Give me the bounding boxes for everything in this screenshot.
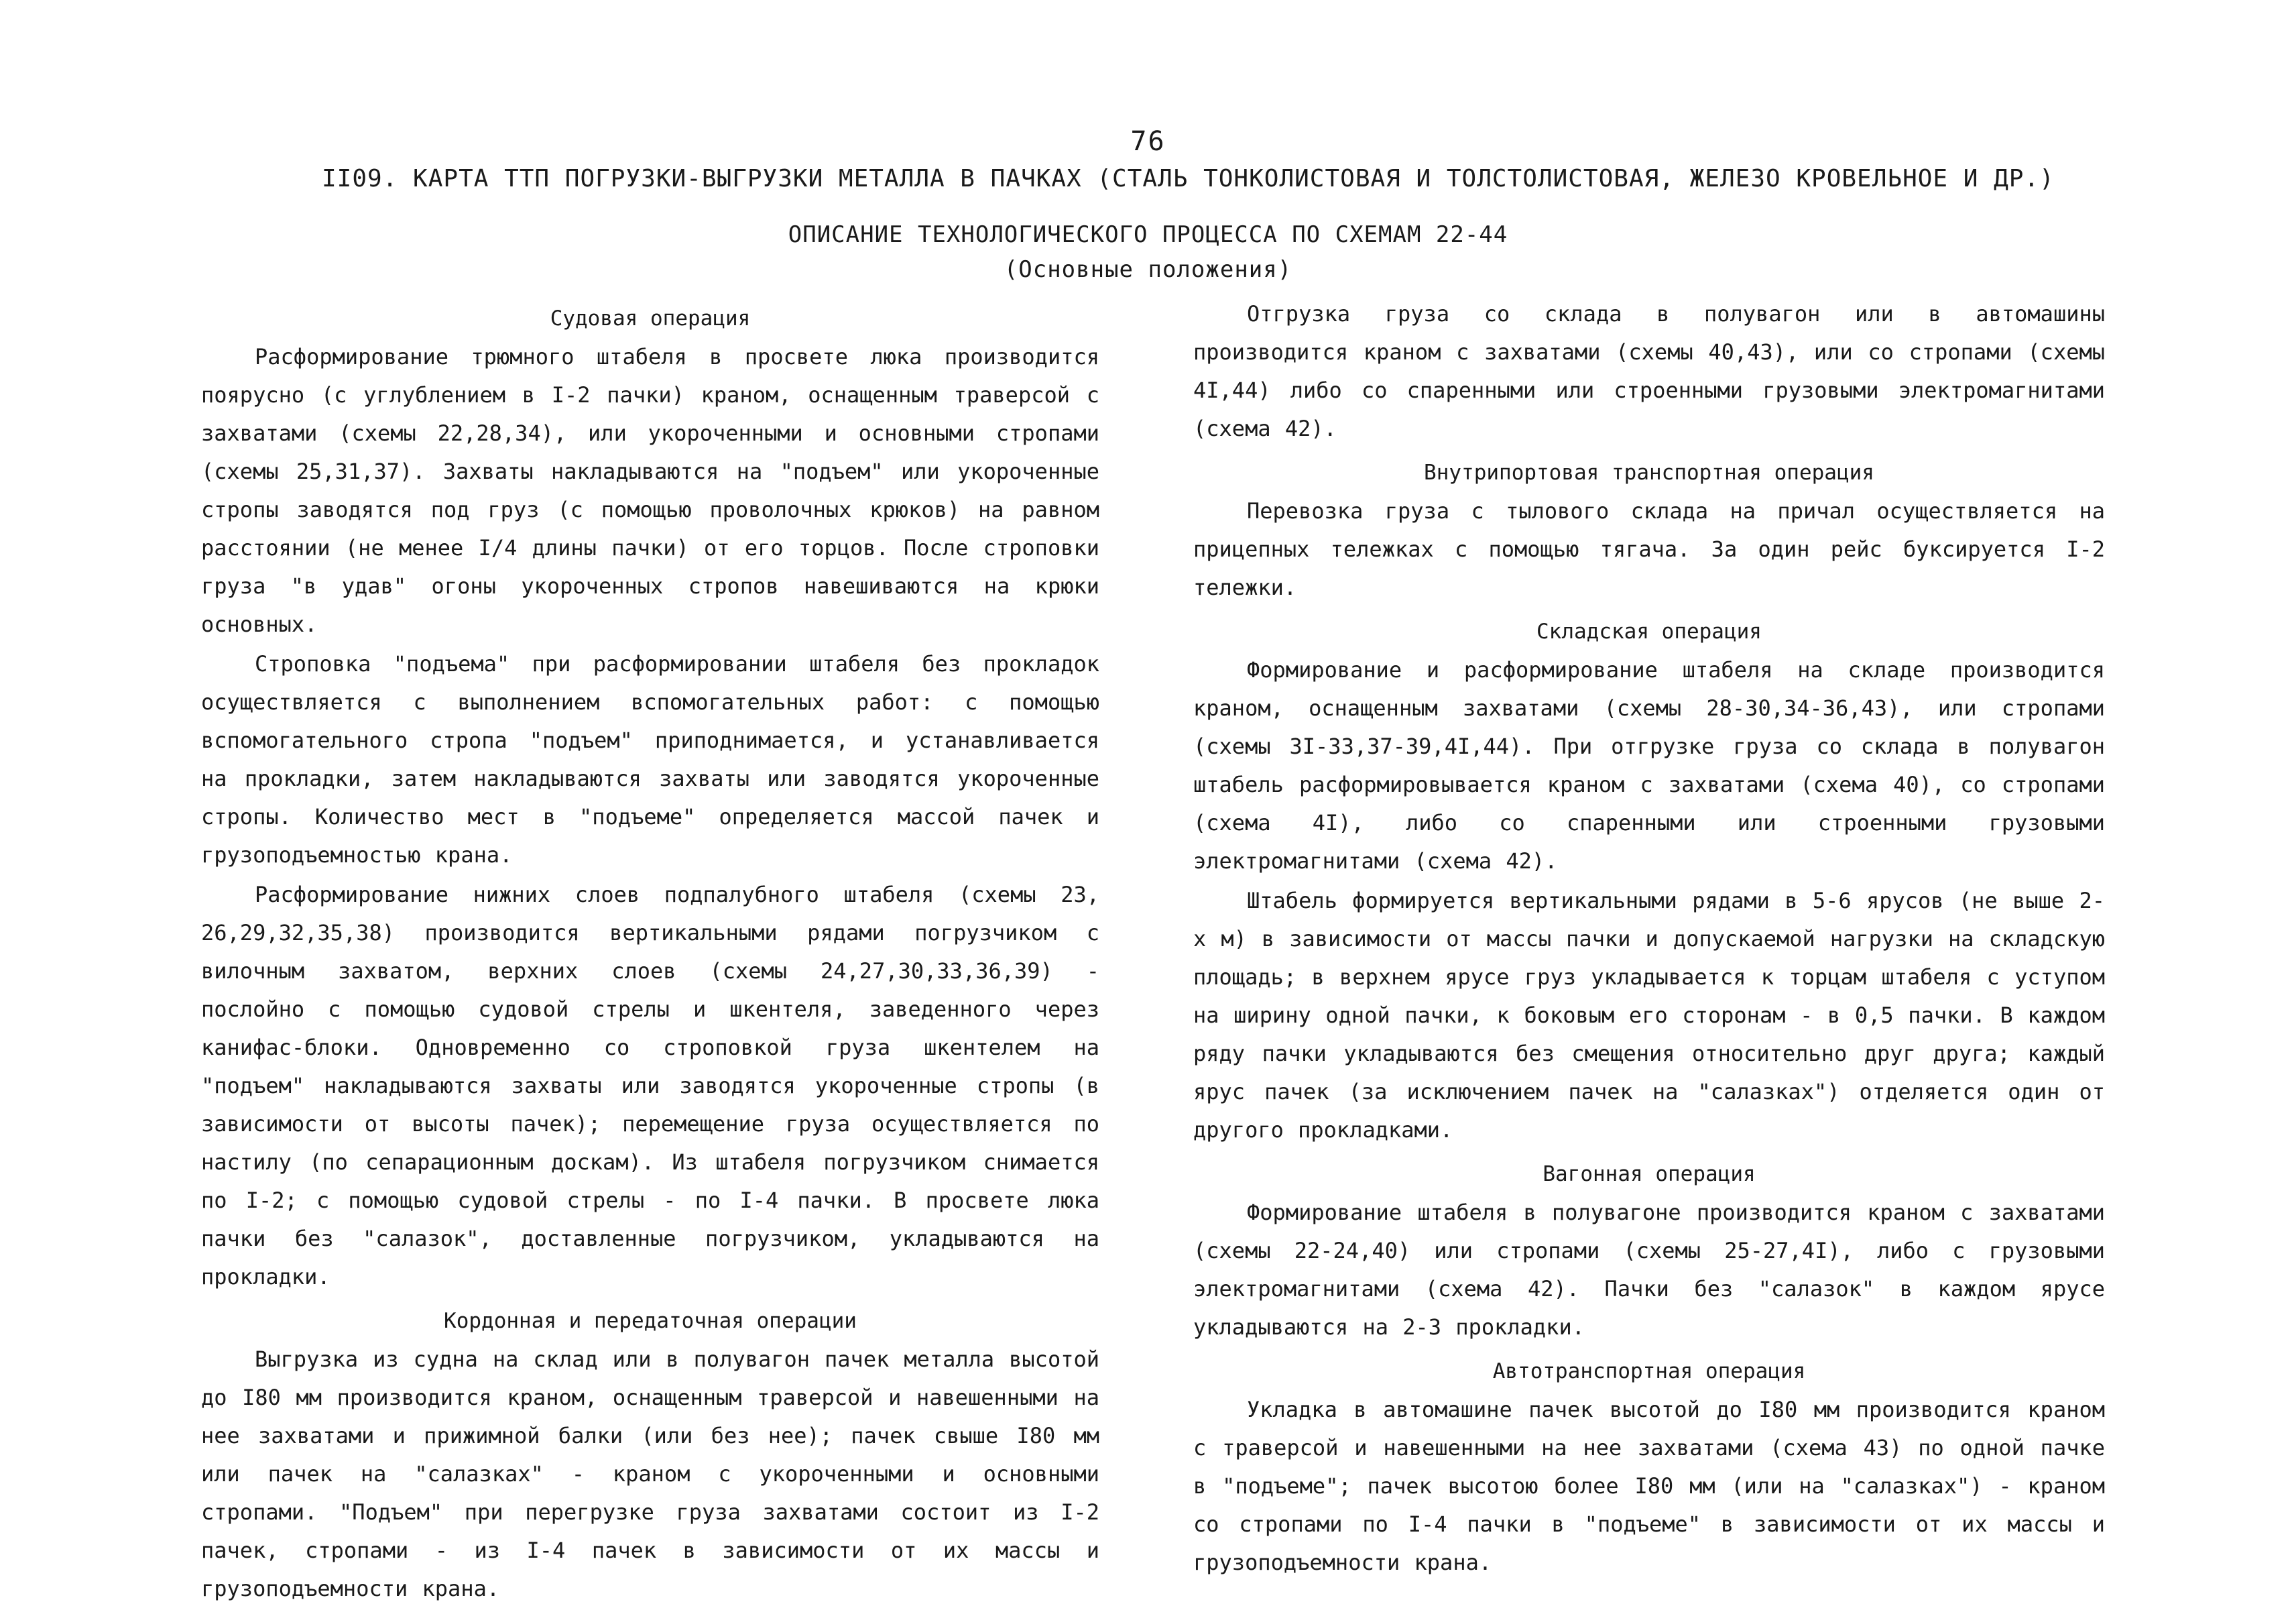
paragraph: Отгрузка груза со склада в полувагон или в автомашины производится краном с захватами (схемы 40,43), или со стропами (схемы 4I,44) либо со спаренными или строенными грузовыми электромагнитами (схема 42). bbox=[1193, 301, 2105, 441]
section-intraport-transport-operation bbox=[1193, 453, 2105, 607]
paragraph: Расформирование нижних слоев подпалубного штабеля (схемы 23, 26,29,32,35,38) производится вертикальными рядами погрузчиком с вилочным захватом, верхних слоев (схемы 24,27,30,33,36,39) - послойно с помощью судовой стрелы и шкентеля, заведенного через канифас-блоки. Одновременно со строповкой груза шкентелем на "подъем" накладываются захваты или заводятся укороченные стропы (в зависимости от высоты пачек); перемещение груза осуществляется по настилу (по сепарационным доскам). Из штабеля погрузчиком снимается по I-2; с помощью судовой стрелы - по I-4 пачки. В просвете люка пачки без "салазок", доставленные погрузчиком, укладываются на прокладки. bbox=[201, 882, 1099, 1289]
paragraph: Укладка в автомашине пачек высотой до I80 мм производится краном с траверсой и навешенными на нее захватами (схема 43) по одной пачке в "подъеме"; пачек высотою более I80 мм (или на "салазках") - краном со стропами по I-4 пачки в "подъеме" в зависимости от их массы и грузоподъемности крана. bbox=[1193, 1397, 2105, 1575]
document-title: II09. КАРТА ТТП ПОГРУЗКИ-ВЫГРУЗКИ МЕТАЛЛА В ПАЧКАХ (СТАЛЬ ТОНКОЛИСТОВАЯ И ТОЛСТОЛИСТОВАЯ, ЖЕЛЕЗО КРОВЕЛЬНОЕ И ДР.) bbox=[322, 165, 2055, 192]
section-road-transport-operation bbox=[1193, 1352, 2105, 1582]
paragraph: Строповка "подъема" при расформировании штабеля без прокладок осуществляется с выполнением вспомогательных работ: с помощью вспомогательного стропа "подъем" приподнимается, и устанавливается на прокладки, затем накладываются захваты или заводятся укороченные стропы. Количество мест в "подъеме" определяется массой пачек и грузоподъемностью крана. bbox=[201, 651, 1099, 868]
paragraph: Расформирование трюмного штабеля в просвете люка производится поярусно (с углублением в I-2 пачки) краном, оснащенным траверсой с захватами (схемы 22,28,34), или укороченными и основными стропами (схемы 25,31,37). Захваты накладываются на "подъем" или укороченные стропы заводятся под груз (с помощью проволочных крюков) на равном расстоянии (не менее I/4 длины пачки) от его торцов. После строповки груза "в удав" огоны укороченных стропов навешиваются на крюки основных. bbox=[201, 344, 1099, 637]
paragraph: Формирование и расформирование штабеля на складе производится краном, оснащенным захватами (схемы 28-30,34-36,43), или стропами (схемы 3I-33,37-39,4I,44). При отгрузке груза со склада в полувагон штабель расформировывается краном с захватами (схема 40), со стропами (схема 4I), либо со спаренными или строенными грузовыми электромагнитами (схема 42). bbox=[1193, 657, 2105, 874]
section-heading: Внутрипортовая транспортная операция bbox=[1424, 461, 1874, 485]
section-heading: Кордонная и передаточная операции bbox=[444, 1309, 857, 1333]
paragraph: Выгрузка из судна на склад или в полувагон пачек металла высотой до I80 мм производится краном, оснащенным траверсой и навешенными на нее захватами и прижимной балки (или без нее); пачек свыше I80 мм или пачек на "салазках" - краном с укороченными и основными стропами. "Подъем" при перегрузке груза захватами состоит из I-2 пачек, стропами - из I-4 пачек в зависимости от их массы и грузоподъемности крана. bbox=[201, 1346, 1099, 1601]
section-heading: Вагонная операция bbox=[1543, 1162, 1756, 1186]
section-continuation bbox=[1193, 295, 2105, 448]
left-column bbox=[201, 295, 1099, 1608]
page-number: 76 bbox=[1130, 126, 1166, 157]
process-description-note: (Основные положения) bbox=[1004, 256, 1292, 283]
section-heading: Складская операция bbox=[1536, 620, 1762, 644]
paragraph: Формирование штабеля в полувагоне производится краном с захватами (схемы 22-24,40) или стропами (схемы 25-27,4I), либо с грузовыми электромагнитами (схема 42). Пачки без "салазок" в каждом ярусе укладываются на 2-3 прокладки. bbox=[1193, 1200, 2105, 1340]
right-column bbox=[1193, 295, 2105, 1582]
paragraph: Перевозка груза с тылового склада на причал осуществляется на прицепных тележках с помощью тягача. За один рейс буксируется I-2 тележки. bbox=[1193, 498, 2105, 600]
section-ship-operation bbox=[201, 299, 1099, 1296]
paragraph: Штабель формируется вертикальными рядами в 5-6 ярусов (не выше 2-х м) в зависимости от массы пачки и допускаемой нагрузки на складскую площадь; в верхнем ярусе груз укладывается к торцам штабеля с уступом на ширину одной пачки, к боковым его сторонам - в 0,5 пачки. В каждом ряду пачки укладываются без смещения относительно друг друга; каждый ярус пачек (за исключением пачек на "салазках") отделяется один от другого прокладками. bbox=[1193, 888, 2105, 1143]
section-wagon-operation bbox=[1193, 1155, 2105, 1346]
section-cordon-transfer-operations bbox=[201, 1302, 1099, 1608]
section-heading: Судовая операция bbox=[550, 306, 751, 331]
section-warehouse-operation bbox=[1193, 612, 2105, 1149]
section-heading: Автотранспортная операция bbox=[1492, 1359, 1806, 1383]
process-description-heading: ОПИСАНИЕ ТЕХНОЛОГИЧЕСКОГО ПРОЦЕССА ПО СХЕМАМ 22-44 bbox=[788, 221, 1508, 248]
